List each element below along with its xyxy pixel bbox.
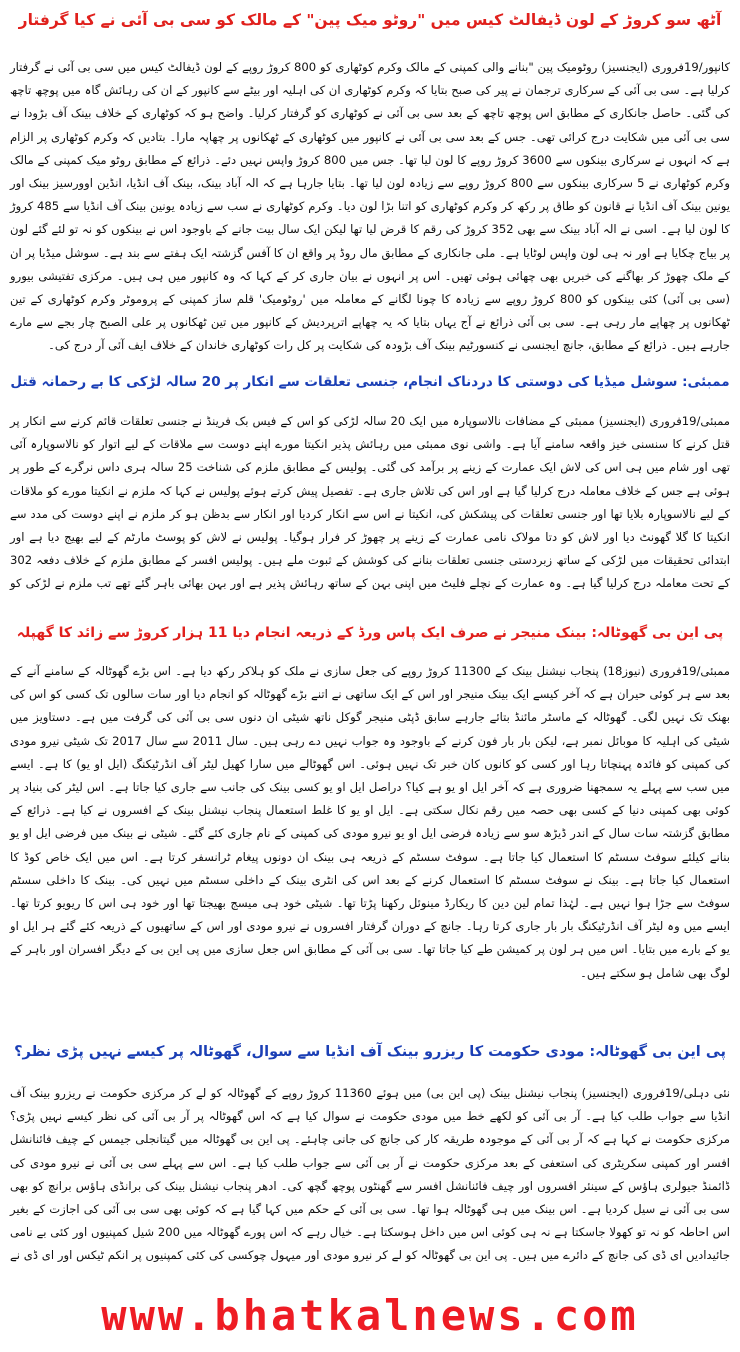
article-headline: آٹھ سو کروڑ کے لون ڈیفالٹ کیس میں "روٹو میک پین" کے مالک کو سی بی آئی نے کیا گرفتار (18, 11, 722, 29)
article-body: ممبئی/19فروری (ایجنسیز) ممبئی کے مضافات نالاسوپارہ میں ایک 20 سالہ لڑکی کو اس کے فیس بک فرینڈ نے جنسی تعلقات قائم کرنے سے انکار پر قتل کرنے کا سنسنی خیز واقعہ سامنے آیا ہے۔ واشی نوی ممبئی میں رہائش پذیر انکیتا مورے اپنے دوست سے ملاقات کے لیے اتوار کو نالاسوپارہ آئی تھی اور شام میں ہی اس کی لاش ایک عمارت کے زینے پر برآمد کی گئی۔ پولیس کے مطابق ملزم کی شناخت 25 سالہ ہری داس نرگرے کے طور پر ہوئی ہے جس کے خلاف معاملہ درج کرلیا گیا ہے اور اس کی تلاش جاری ہے۔ تفصیل پیش کرتے ہوئے پولیس نے کہا کہ ملزم نے انکیتا مورے کو ملاقات کے لیے نالاسوپارہ بلایا تھا اور جنسی تعلقات کی پیشکش کی، انکیتا نے اس سے انکار کردیا اور انکار سے بدظن ہو کر ملزم نے اپنے دوست کی مدد سے انکیتا کا گلا گھونٹ دیا اور لاش کو دتا مولاک نامی عمارت کے زینے پر چھوڑ کر فرار ہوگیا۔ پولیس نے لاش کو پوسٹ مارٹم کے لیے بھیج دیا ہے اور ابتدائی تحقیقات میں لڑکی کے ساتھ زبردستی جنسی تعلقات بنانے کی کوشش کے ثبوت ملے ہیں۔ پولیس افسر کے مطابق ملزم کے خلاف دفعہ 302 کے تحت معاملہ درج کرلیا گیا ہے۔ وہ عمارت کے نچلے فلیٹ میں اپنی بہن کے ساتھ رہائش پذیر ہے اور بہن بھائی باہر گئے تھے تب ملزم نے لڑکی کو (10, 414, 731, 591)
article-rotomac-arrest (8, 0, 732, 352)
article-mumbai-murder (8, 362, 732, 596)
article-body: کانپور/19فروری (ایجنسیز) روٹومیک پین "بنانے والی کمپنی کے مالک وکرم کوٹھاری کو 800 کروڑ روپے کے لون ڈیفالٹ کیس میں سی بی آئی نے گرفتار کرلیا ہے۔ سی بی آئی کے سرکاری ترجمان نے پیر کی صبح بتایا کہ وکرم کوٹھاری ان کی اہلیہ اور بیٹے سے کانپور کے ان کی رہائش گاہ میں پوچھ تاچھ کی گئی۔ حاصل جانکاری کے مطابق اس پوچھ تاچھ کے بعد سی بی آئی نے کوٹھاری کو گرفتار کرلیا۔ واضح ہو کہ کوٹھاری کے خلاف بینک آف بڑودا نے سی بی آئی میں شکایت درج کرائی تھی۔ جس کے بعد سی بی آئی نے کانپور میں کوٹھاری کے ٹھکانوں پر چھاپہ مارا۔ بتادیں کہ وکرم کوٹھاری پر الزام ہے کہ انہوں نے سرکاری بینکوں سے 3600 کروڑ روپے کا لون لیا تھا۔ جس میں 800 کروڑ واپس نہیں دئے۔ ذرائع کے مطابق روٹو میک کمپنی کے مالک وکرم کوٹھاری نے 5 سرکاری بینکوں سے 800 کروڑ روپے سے زیادہ لون لیا تھا۔ بتایا جارہا ہے کہ الہ آباد بینک، بینک آف انڈیا، انڈین اوورسیز بینک اور یونین بینک آف انڈیا نے قانون کو طاق پر رکھ کر وکرم کوٹھاری کو اتنا بڑا لون دیا۔ وکرم کوٹھاری نے سب سے زیادہ یونین بینک آف انڈیا سے 485 کروڑ کا لون لیا ہے۔ اسی نے الہ آباد بینک سے بھی 352 کروڑ کی رقم کا قرض لیا تھا لیکن ایک سال بیت جانے کے باوجود اس نے بینکوں کو نہ تو لئے گئے لون پر بیاج چکایا ہے اور نہ ہی لون واپس لوٹایا ہے۔ ملی جانکاری کے مطابق مال روڈ پر واقع ان کا آفس گزشتہ ایک ہفتے سے بند ہے۔ سوشل میڈیا پر ان کے ملک چھوڑ کر بھاگنے کی خبریں بھی چھائی ہوئی تھیں۔ اس پر انہوں نے بیان جاری کر کے کہا کہ وہ کانپور میں ہی ہیں۔ مرکزی تفتیشی بیورو (سی بی آئی) کئی بینکوں کو 800 کروڑ روپے سے زیادہ کا چونا لگانے کے معاملہ میں 'روٹومیک' قلم ساز کمپنی کے پروموٹر وکرم کوٹھاری کے تین ٹھکانوں پر چھاپے مار رہی ہے۔ سی بی آئی ذرائع نے آج یہاں بتایا کہ یہ چھاپے اترپردیش کے کانپور میں تین ٹھکانوں پر علی الصبح چار بجے سے مارے جارہے ہیں۔ ذرائع کے مطابق، جانچ ایجنسی نے کنسورٹیم بینک آف بڑودہ کی شکایت پر کل رات کوٹھاری خاندان کے خلاف ایف آئی آر درج کی۔ (10, 60, 730, 352)
article-headline: ممبئی: سوشل میڈیا کی دوستی کا دردناک انجام، جنسی تعلقات سے انکار پر 20 سالہ لڑکی کا بے رحمانہ قتل (10, 374, 730, 390)
article-pnb-rbi-question (8, 1030, 732, 1268)
article-headline: پی این بی گھوٹالہ: مودی حکومت کا ریزرو بینک آف انڈیا سے سوال، گھوٹالہ پر کیسے نہیں پڑی نظر؟ (14, 1044, 726, 1060)
site-footer-link[interactable]: www.bhatkalnews.com (101, 1291, 639, 1340)
article-body: نئی دہلی/19فروری (ایجنسیز) پنجاب نیشنل بینک (پی این بی) میں ہوئے 11360 کروڑ روپے کے گھوٹالہ کو لے کر مرکزی حکومت نے ریزرو بینک آف انڈیا سے جواب طلب کیا ہے۔ آر بی آئی کو لکھے خط میں مودی حکومت نے سوال کیا ہے کہ اس گھوٹالہ پر آر بی آئی کی نظر کیسے نہیں پڑی؟ مرکزی حکومت نے کہا ہے کہ آر بی آئی کے موجودہ طریقہ کار کی جانچ کی جانی چاہئے۔ پی این بی گھوٹالہ میں گیتانجلی جیمس کے چیف فائنانشل افسر اور کمپنی سکریٹری کی استعفی کے بعد مرکزی حکومت نے آر بی آئی سے جواب طلب کیا ہے۔ اس سے پہلے سی بی آئی نے نیرو مودی کی ڈائمنڈ جیولری ہاؤس کے سینئر افسروں اور چیف فائنانشل افسر سے گھنٹوں پوچھ گچھ کی۔ ادھر پنجاب نیشنل بینک کی برانڈی ہاؤس برانچ کو بھی سی بی آئی نے سیل کردیا ہے۔ اس بینک میں ہی گھوٹالہ ہوا تھا۔ سی بی آئی کے حکم میں کہا گیا ہے کہ کوئی بھی سی بی آئی کی اجازت کے بغیر اس احاطہ کو نہ تو کھولا جاسکتا ہے نہ ہی کوئی اس میں داخل ہوسکتا ہے۔ خیال رہے کہ اس پورے گھوٹالہ میں 200 شیل کمپنیوں اور کئی بے نامی جائیدادیں ای ڈی کی جانچ کے دائرے میں ہیں۔ پی این بی گھوٹالہ کو لے کر نیرو مودی اور میہول چوکسی کی کئی کمپنیوں پر انکم ٹیکس اور ای ڈی نے (10, 1086, 730, 1263)
article-headline: پی این بی گھوٹالہ: بینک منیجر نے صرف ایک پاس ورڈ کے ذریعہ انجام دیا 11 ہزار کروڑ سے زائد کا گھپلہ (16, 625, 724, 641)
article-pnb-password-scam (8, 612, 732, 1016)
article-body: ممبئی/19فروری (نیوز18) پنجاب نیشنل بینک کے 11300 کروڑ روپے کی جعل سازی نے ملک کو ہلاکر رکھ دیا ہے۔ اس بڑے گھوٹالہ کے سامنے آنے کے بعد سے ہر کوئی حیران ہے کہ آخر کیسے ایک بینک منیجر اور اس کے ایک ساتھی نے اتنے بڑے گھوٹالہ کو انجام دیا اور سات سالوں تک کسی کو اس کی بھنک تک نہیں لگی۔ گھوٹالہ کے ماسٹر مائنڈ بتائے جارہے سابق ڈپٹی منیجر گوکل ناتھ شیٹی ان دنوں سی بی آئی کی گرفت میں ہے۔ دستاویز میں شیٹی کی اہلیہ کا موبائل نمبر ہے، لیکن بار بار فون کرنے کے باوجود وہ جواب نہیں دے رہی ہیں۔ سال 2011 سے سال 2017 تک شیٹی نیرو مودی کی کمپنی کو فائدہ پہنچاتا رہا اور کسی کو کانوں کان خبر تک نہیں ہوئی۔ اس گھوٹالے میں سارا کھیل لیٹر آف انڈرٹیکنگ (ایل او یو) کا ہے۔ ایسے میں سب سے پہلے یہ سمجھنا ضروری ہے کہ آخر ایل او یو ہے کیا؟ دراصل ایل او یو کسی بینک کی جانب سے جاری کیا جاتا ہے۔ اس لیٹر کی بنیاد پر کوئی بھی کمپنی دنیا کے کسی بھی حصہ میں رقم نکال سکتی ہے۔ ایل او یو کا غلط استعمال پنجاب نیشنل بینک کے افسروں نے کیا ہے۔ ذرائع کے مطابق گزشتہ سات سال کے اندر ڈیڑھ سو سے زیادہ فرضی ایل او یو نیرو مودی کی کمپنی کے نام جاری کئے گئے۔ شیٹی نے بینک میں فرضی ایل او یو بنانے کیلئے سوفٹ سسٹم کا استعمال کیا جاتا ہے۔ سوفٹ سسٹم کے ذریعہ ہی بینک ان دونوں پیغام ٹرانسفر کرتا ہے۔ اس میں ایک خاص کوڈ کا استعمال کیا جاتا ہے۔ بینک نے سوفٹ سسٹم کا استعمال کرنے کے بعد اس کی انٹری بینک کے داخلی سسٹم میں نہیں کی۔ بینک کا داخلی سسٹم سوفٹ سے جڑا ہوا نہیں ہے۔ لہٰذا تمام لین دین کا ریکارڈ مینوئل رکھنا پڑتا تھا۔ شیٹی خود ہی میسج بھیجتا تھا اور خود ہی اس کا ریویو کرتا تھا۔ ایسے میں وہ لیٹر آف انڈرٹیکنگ بار بار جاری کرتا رہا۔ جانچ کے دوران گرفتار افسروں نے نیرو مودی اور اس کے ساتھیوں کے ذریعہ کئے گئے ہر ایل او یو کے بارے میں بتایا۔ اس میں ہر لون پر کمیشن طے کیا جاتا تھا۔ سی بی آئی کے مطابق اس جعل سازی میں پی این بی کے دیگر افسران اور باہر کے لوگ بھی شامل ہو سکتے ہیں۔ (10, 664, 730, 980)
